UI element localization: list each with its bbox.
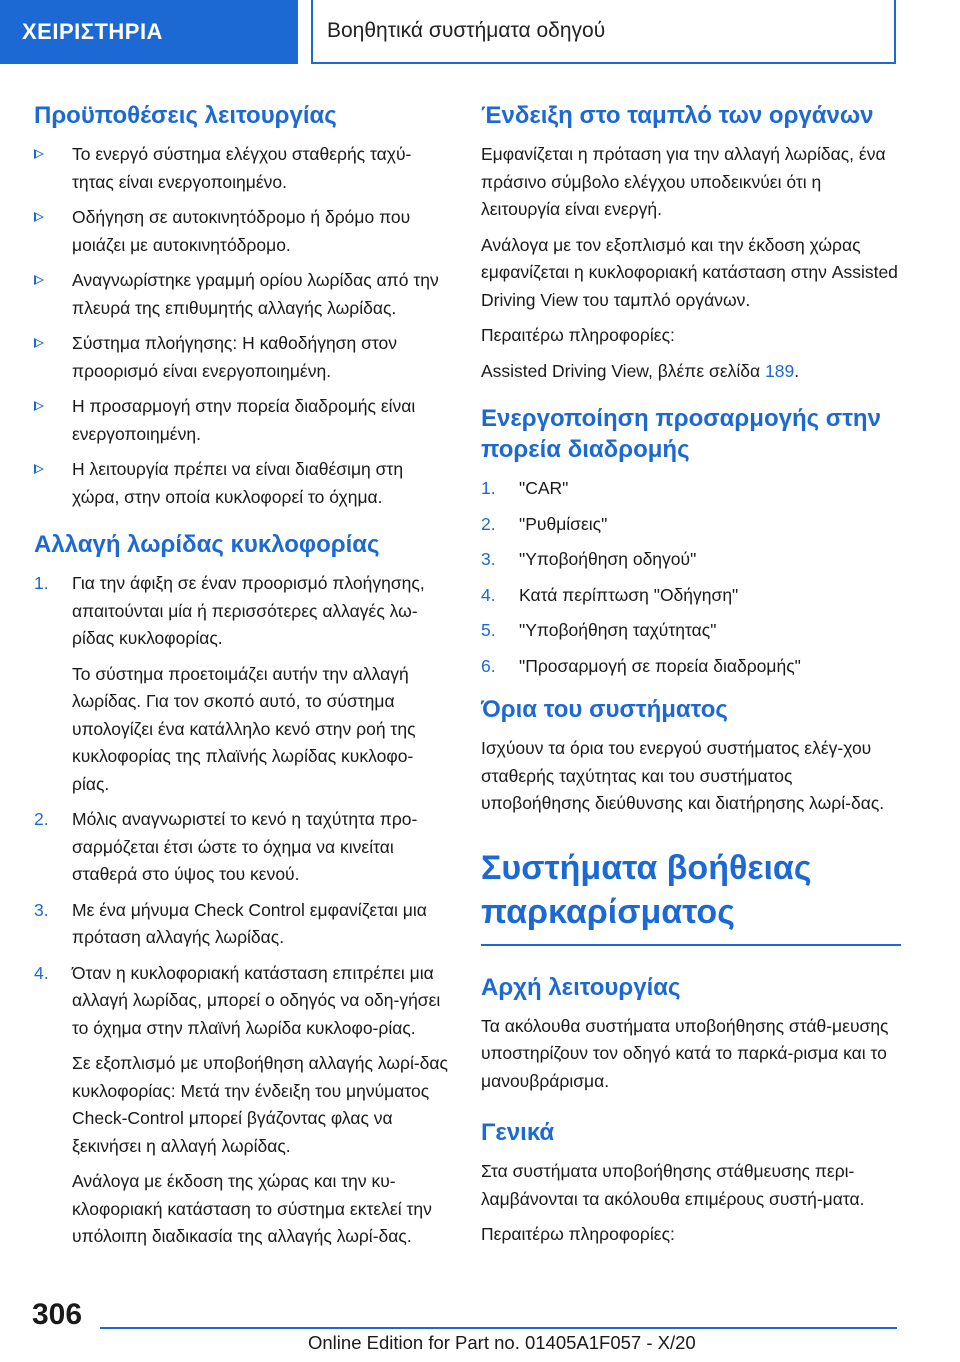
- section-tab: ΧΕΙΡΙΣΤΗΡΙΑ: [0, 0, 298, 64]
- display-paragraph-2: Ανάλογα με τον εξοπλισμό και την έκδοση χώρας εμφανίζεται η κυκλοφοριακή κατάσταση στην Assisted Driving View του ταμπλό οργάνων.: [481, 234, 898, 310]
- triangle-bullet-icon: [34, 464, 44, 474]
- principle-heading: Αρχή λειτουργίας: [481, 973, 681, 1001]
- step-paragraph: Όταν η κυκλοφοριακή κατάσταση επιτρέπει μια αλλαγή λωρίδας, μπορεί ο οδηγός να οδη-γήσει το όχημα στην πλαϊνή λωρίδα κυκλοφο-ρίας.: [72, 962, 441, 1038]
- step-paragraph: Το σύστημα προετοιμάζει αυτήν την αλλαγή λωρίδας. Για τον σκοπό αυτό, το σύστημα υπολογίζει ένα κατάλληλο κενό στην ροή της κυκλοφορίας της πλαϊνής λωρίδας κυκλοφο-ρίας.: [72, 663, 416, 794]
- activate-heading: Ενεργοποίηση προσαρμογής στην πορεία διαδρομής: [481, 405, 881, 463]
- activate-steps: [481, 475, 901, 680]
- activate-step: [481, 546, 901, 574]
- prereq-heading: Προϋποθέσεις λειτουργίας: [34, 102, 337, 129]
- triangle-bullet-icon: [34, 275, 44, 285]
- activate-step-text: "Υποβοήθηση οδηγού": [519, 549, 697, 569]
- display-paragraph-1: Εμφανίζεται η πρόταση για την αλλαγή λωρίδας, ένα πράσινο σύμβολο ελέγχου υποδεικνύει ότι η λειτουργία είναι ενεργή.: [481, 144, 886, 219]
- limits-heading: Όρια του συστήματος: [481, 696, 728, 723]
- activate-step-text: "Ρυθμίσεις": [519, 513, 608, 534]
- step-number: 4.: [481, 584, 496, 605]
- lane-change-heading: Αλλαγή λωρίδας κυκλοφορίας: [34, 531, 380, 558]
- activate-step-text: "Προσαρμογή σε πορεία διαδρομής": [519, 655, 801, 676]
- prereq-item-text: Οδήγηση σε αυτοκινητόδρομο ή δρόμο που μοιάζει με αυτοκινητόδρομο.: [72, 207, 411, 255]
- parking-heading: Συστήματα βοήθειας παρκαρίσματος: [481, 846, 901, 946]
- reference-text: Assisted Driving View, βλέπε σελίδα: [481, 360, 766, 381]
- activate-step: [481, 511, 901, 539]
- activate-step-text: "CAR": [519, 478, 569, 498]
- prereq-item-text: Η προσαρμογή στην πορεία διαδρομής είναι ενεργοποιημένη.: [72, 396, 416, 444]
- limits-paragraph: Ισχύουν τα όρια του ενεργού συστήματος ελέγ-χου σταθερής ταχύτητας και του συστήματος υποβοήθησης διεύθυνσης και διατήρησης λωρί-δας.: [481, 738, 885, 813]
- activate-step: [481, 653, 901, 681]
- activate-step: [481, 617, 901, 645]
- triangle-bullet-icon: [34, 401, 44, 411]
- lane-step: [34, 897, 450, 952]
- step-number: 4.: [34, 962, 49, 983]
- reference-end: .: [794, 360, 800, 381]
- prereq-item: [34, 267, 450, 322]
- activate-step-text: Κατά περίπτωση "Οδήγηση": [519, 584, 739, 605]
- step-paragraph: Για την άφιξη σε έναν προορισμό πλοήγησης, απαιτούνται μία ή περισσότερες αλλαγές λω-ρίδας κυκλοφορίας.: [72, 573, 425, 648]
- step-number: 5.: [481, 620, 496, 640]
- prereq-item: [34, 141, 450, 196]
- footer-divider: [100, 1327, 897, 1329]
- display-heading: Ένδειξη στο ταμπλό των οργάνων: [481, 102, 874, 129]
- prereq-item: [34, 204, 450, 259]
- prereq-item-text: Αναγνωρίστηκε γραμμή ορίου λωρίδας από την πλευρά της επιθυμητής αλλαγής λωρίδας.: [72, 270, 439, 318]
- step-paragraph: Ανάλογα με έκδοση της χώρας και την κυ-κλοφοριακή κατάσταση το σύστημα εκτελεί την υπόλοιπη διαδικασία της αλλαγής λωρί-δας.: [72, 1171, 432, 1246]
- general-paragraph: Στα συστήματα υποβοήθησης στάθμευσης περι-λαμβάνονται τα ακόλουθα επιμέρους συστή-ματα.: [481, 1161, 865, 1209]
- display-reference: [481, 358, 901, 386]
- step-number: 1.: [481, 478, 496, 498]
- prereq-item: [34, 330, 450, 385]
- general-more-info: Περαιτέρω πληροφορίες:: [481, 1224, 675, 1244]
- lane-step: [34, 960, 450, 1251]
- prereq-list: [34, 141, 450, 511]
- activate-step: [481, 582, 901, 610]
- step-number: 2.: [481, 513, 496, 534]
- activate-step: [481, 475, 901, 503]
- step-paragraph: Σε εξοπλισμό με υποβοήθηση αλλαγής λωρί-δας κυκλοφορίας: Μετά την ένδειξη του μηνύματος Check-Control μπορεί βγάζοντας φλας να ξεκινήσει η αλλαγή λωρίδας.: [72, 1053, 448, 1156]
- prereq-item-text: Το ενεργό σύστημα ελέγχου σταθερής ταχύ-τητας είναι ενεργοποιημένο.: [72, 144, 412, 192]
- prereq-item: [34, 393, 450, 448]
- activate-step-text: "Υποβοήθηση ταχύτητας": [519, 620, 717, 640]
- triangle-bullet-icon: [34, 149, 44, 159]
- edition-info: Online Edition for Part no. 01405A1F057 - X/20: [308, 1332, 696, 1353]
- page-number: 306: [32, 1298, 83, 1331]
- prereq-item: [34, 456, 450, 511]
- prereq-item-text: Σύστημα πλοήγησης: Η καθοδήγηση στον προορισμό είναι ενεργοποιημένη.: [72, 333, 398, 381]
- chapter-title: Βοηθητικά συστήματα οδηγού: [311, 0, 896, 64]
- left-column: [34, 100, 450, 1265]
- step-paragraph: Μόλις αναγνωριστεί το κενό η ταχύτητα προ-σαρμόζεται έτσι ώστε το όχημα να κινείται σταθερά στο ύψος του κενού.: [72, 809, 418, 884]
- lane-step: [34, 806, 450, 889]
- step-number: 3.: [34, 899, 49, 920]
- right-column: [481, 100, 901, 1257]
- step-paragraph: Με ένα μήνυμα Check Control εμφανίζεται μια πρόταση αλλαγής λωρίδας.: [72, 899, 427, 947]
- step-number: 3.: [481, 549, 496, 569]
- step-number: 1.: [34, 573, 49, 593]
- principle-paragraph: Τα ακόλουθα συστήματα υποβοήθησης στάθ-μευσης υποστηρίζουν τον οδηγό κατά το παρκά-ρισμα και το μανουβράρισμα.: [481, 1015, 889, 1091]
- triangle-bullet-icon: [34, 338, 44, 348]
- lane-change-steps: [34, 570, 450, 1251]
- lane-step: [34, 570, 450, 798]
- triangle-bullet-icon: [34, 212, 44, 222]
- step-number: 2.: [34, 809, 49, 829]
- general-heading: Γενικά: [481, 1119, 555, 1146]
- step-number: 6.: [481, 655, 496, 676]
- prereq-item-text: Η λειτουργία πρέπει να είναι διαθέσιμη στη χώρα, στην οποία κυκλοφορεί το όχημα.: [72, 459, 404, 507]
- display-more-info: Περαιτέρω πληροφορίες:: [481, 325, 675, 345]
- page-reference-link[interactable]: 189: [765, 360, 795, 381]
